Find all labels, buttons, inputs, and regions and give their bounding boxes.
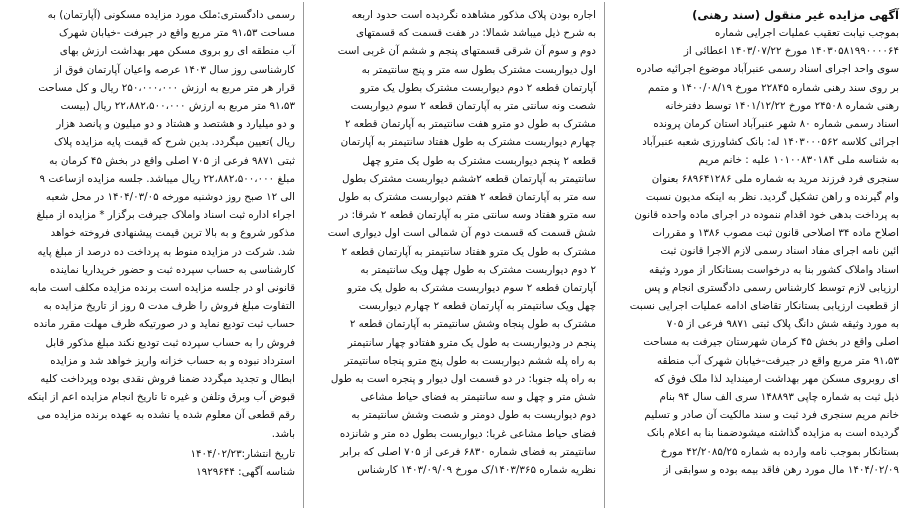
text-line: به پرداخت بدهی خود اقدام ننموده در اجرای ماده واحده قانون bbox=[634, 209, 899, 222]
text-line: شد. شرکت در مزایده منوط به پرداخت ده درصد از مبلغ پایه bbox=[37, 245, 295, 258]
text-line: قبوض آب وبرق وتلفن و غیره تا تاریخ انجام مزایده اعم از اینکه bbox=[27, 391, 295, 404]
notice-column-right bbox=[605, 2, 907, 508]
text-line: اجراء اداره ثبت اسناد واملاک جیرفت برگزار * مزایده از مبلغ bbox=[36, 209, 295, 222]
text-line: چهل ویک سانتیمتر به آپارتمان قطعه ۲ چهارم دیواربست bbox=[358, 300, 596, 313]
text-line: ثبتی ۹۸۷۱ فرعی از ۷۰۵ اصلی واقع در بخش ۴۵ کرمان به bbox=[49, 154, 295, 167]
text-line: آپارتمان قطعه ۲ دوم دیواربست مشترک بطول یک مترو bbox=[360, 81, 596, 94]
text-line: کارشناسی روز سال ۱۴۰۳ عرصه واعیان آپارتمان فوق از bbox=[54, 63, 295, 76]
text-line: پنجم در ودیواربست به طول یک مترو هفتادو چهار سانتیمتر bbox=[347, 336, 596, 349]
text-line: اصلاح ماده ۳۴ اصلاحی قانون ثبت مصوب ۱۳۸۶ و مقررات bbox=[652, 227, 899, 240]
text-line: چهارم دیواربست مشترک به طول هفتاد سانتیمتر به آپارتمان bbox=[340, 136, 596, 149]
text-line: سه مترو هفتاد وسه سانتی متر به آپارتمان قطعه ۲ شرقا: در bbox=[338, 209, 596, 222]
text-line: ابطال و تجدید میگردد ضمنا فروش نقدی بوده وپرداخت کلیه bbox=[40, 373, 295, 386]
text-line: اجرائی کلاسه ۱۴۰۳۰۰۰۵۶۲ له: بانک کشاورزی شعبه عنبرآباد bbox=[642, 136, 899, 149]
text-line: به راه پله جنوبا: در دو قسمت اول دیوار و پنجره است به طول bbox=[330, 373, 596, 386]
text-line: بموجب نیابت تعقیب عملیات اجرایی شماره bbox=[714, 27, 899, 39]
text-line: ارزیابی لازم توسط کارشناس رسمی دادگستری انجام و پس bbox=[644, 281, 899, 294]
text-line: ای روبروی مسکن مهر بهداشت ارمینداید لذا ملک فوق که bbox=[654, 372, 899, 385]
text-line: اسناد واملاک کشور بنا به درخواست بستانکار از مورد وثیقه bbox=[648, 263, 899, 276]
text-line: ۱۴۰۳۰۵۸۱۹۹۰۰۰۰۶۴ مورخ ۱۴۰۳/۰۷/۲۲ اعطائی از bbox=[683, 45, 899, 58]
text-line: رسمی دادگستری:ملک مورد مزایده مسکونی (آپارتمان) به bbox=[47, 9, 295, 21]
text-line: شش متر و چهل و سه سانتیمتر به فضای حیاط مشاعی bbox=[360, 391, 596, 404]
text-line: شصت ونه سانتی متر به آپارتمان قطعه ۲ سوم دیواربست bbox=[350, 100, 596, 113]
notice-column-middle bbox=[303, 2, 605, 508]
text-line: بر روی سند رهنی شماره ۲۲۸۴۵ مورخ ۱۴۰۰/۰۸/۱۹ و متمم bbox=[647, 81, 899, 94]
text-line: اسناد رسمی شماره ۸۰ شهر عنبرآباد استان کرمان پرونده bbox=[653, 118, 899, 131]
text-line: دوم دیواربست به طول دومتر و شصت وشش سانتیمتر به bbox=[351, 409, 596, 422]
text-line: نظریه شماره ۱۴۰۳/۳۶۵/ک مورخ ۱۴۰۳/۰۹/۰۹ کارشناس bbox=[357, 464, 596, 477]
text-line: و دو میلیارد و هشتصد و هشتاد و دو میلیون و پانصد هزار bbox=[56, 118, 295, 131]
text-line: ریال )تعیین میگردد. بدین شرح که قیمت پایه مزایده پلاک bbox=[53, 136, 295, 149]
text-line: سوی واحد اجرای اسناد رسمی عنبرآباد موضوع اجرائیه صادره bbox=[636, 63, 899, 76]
text-line: مشترک به طول یک مترو هفتاد سانتیمتر به آپارتمان قطعه ۲ bbox=[341, 245, 596, 258]
text-line: التفاوت مبلغ فروش را ظرف مدت ۵ روز از تاریخ مزایده به bbox=[43, 300, 295, 313]
text-line: سه متر به آپارتمان قطعه ۲ هفتم دیواربست مشترک به طول bbox=[338, 191, 596, 204]
text-line: باشد. bbox=[271, 427, 295, 440]
text-line: استرداد نبوده و به حساب خزانه واریز خواهد شد و مزایده bbox=[50, 354, 295, 367]
text-line: ۱۴۰۴/۰۲/۰۹ مال مورد رهن فاقد بیمه بوده و سوابقی از bbox=[663, 463, 899, 476]
text-line: حساب ثبت تودیع نماید و در صورتیکه ظرف مهلت مقرر مانده bbox=[33, 318, 295, 331]
text-line: بستانکار بموجب نامه وارده به شماره ۴۲/۲۰۸۵/۲۵ مورخ bbox=[660, 445, 899, 458]
text-line: ذیل ثبت به شماره چاپی ۱۴۸۸۹۳ سری الف سال ۹۴ بنام bbox=[659, 391, 899, 404]
text-line: مذکور شروع و به بالا ترین قیمت پیشنهادی فروخته خواهد bbox=[50, 227, 295, 240]
notice-text-left bbox=[10, 6, 295, 443]
text-line: اجاره بودن پلاک مذکور مشاهده نگردیده است حدود اربعه bbox=[351, 9, 596, 21]
text-line: سنجری فرد فرزند مرید به شماره ملی ۶۸۹۶۴۱۲۸۶ بعنوان bbox=[651, 172, 899, 185]
text-line: ۲ دوم دیواربست مشترک به طول چهل ویک سانتیمتر به bbox=[360, 263, 596, 276]
text-line: از قطعیت ارزیابی بستانکار تقاضای ادامه عملیات اجرایی نسبت bbox=[629, 300, 899, 313]
text-line: ۹۱،۵۳ متر مربع به ارزش ۲۲،۸۸۲،۵۰۰،۰۰۰ ریال (بیست bbox=[60, 100, 295, 113]
notice-footer bbox=[10, 445, 295, 481]
text-line: مبلغ ۲۲،۸۸۲،۵۰۰،۰۰۰ ریال میباشد. جلسه مزایده ازساعت ۹ bbox=[39, 172, 295, 185]
text-line: به شرح ذیل میباشد شمالا: در هفت قسمت که قسمتهای bbox=[355, 27, 596, 40]
text-line: الی ۱۲ صبح روز دوشنبه مورخه ۱۴۰۴/۰۳/۰۵ در محل شعبه bbox=[45, 191, 295, 204]
text-line: قطعه ۲ پنجم دیواربست مشترک به طول یک مترو چهل bbox=[362, 154, 596, 167]
text-line: دوم و سوم آن شرقی قسمتهای پنجم و ششم آن غربی است bbox=[337, 45, 596, 58]
text-line: آپارتمان قطعه ۲ سوم دیواربست مشترک به طول یک مترو bbox=[347, 282, 596, 295]
text-line: سانتیمتر به آپارتمان قطعه ۲ششم دیواربست مشترک بطول bbox=[342, 172, 596, 185]
text-line: ۹۱،۵۳ متر مربع واقع در جیرفت-خیابان شهرک آب منطقه bbox=[657, 354, 899, 367]
text-line: کارشناسی به حساب سپرده ثبت و حضور خریداریا نماینده bbox=[50, 263, 295, 276]
text-line: سانتیمتر به فضای شماره ۶۸۳۰ فرعی از ۷۰۵ اصلی که برابر bbox=[340, 445, 596, 458]
text-line: مشترک به طول پنجاه وشش سانتیمتر به آپارتمان قطعه ۲ bbox=[349, 318, 596, 331]
text-line: خانم مریم سنجری فرد ثبت و سند مالکیت آن صادر و تسلیم bbox=[644, 409, 899, 422]
text-line: رهنی شماره ۲۴۵۰۸ مورخ ۱۴۰۱/۱۲/۲۲ توسط دفترخانه bbox=[665, 99, 899, 112]
text-line: ائین نامه اجرای مفاد اسناد رسمی لازم الاجرا قانون ثبت bbox=[660, 245, 899, 258]
text-line: اول دیواربست مشترک بطول سه متر و پنج سانتیمتر به bbox=[361, 63, 596, 76]
text-line: فروش را به حساب سپرده ثبت تودیع نکند مبلغ مذکور قابل bbox=[45, 336, 295, 349]
text-line: قرار هر متر مربع به ارزش ۲۵۰،۰۰۰،۰۰۰ ریال و کل مساحت bbox=[38, 81, 295, 94]
text-line: گردیده است به مزایده گذاشته میشودضمنا بنا به اعلام بانک bbox=[646, 427, 899, 440]
notice-column-left bbox=[2, 2, 303, 508]
ad-id: شناسه آگهی: ۱۹۲۹۶۴۴ bbox=[196, 465, 295, 478]
text-line: به راه پله ششم دیواربست به طول پنج مترو پنجاه سانتیمتر bbox=[344, 354, 596, 367]
text-line: به مورد وثیقه شش دانگ پلاک ثبتی ۹۸۷۱ فرعی از ۷۰۵ bbox=[666, 318, 899, 331]
text-line: اصلی واقع در بخش ۴۵ کرمان شهرستان جیرفت به مساحت bbox=[643, 336, 899, 349]
text-line: رقم قطعی آن معلوم شده یا نشده به عهده برنده مزایده می bbox=[36, 409, 295, 422]
text-line: قانونی او در جلسه مزایده است برنده مزایده مکلف است مابه bbox=[29, 282, 295, 295]
notice-text-middle bbox=[312, 6, 596, 479]
text-line: آب منطقه ای رو بروی مسکن مهر بهداشت ارزش بهای bbox=[59, 45, 295, 58]
notice-title: آگهی مزایده غیر منقول (سند رهنی) bbox=[692, 8, 899, 22]
text-line: به شناسه ملی ۱۰۱۰۰۸۳۰۱۸۴ علیه : خانم مریم bbox=[698, 154, 899, 167]
text-line: شش قسمت که قسمت دوم آن شمالی است اول دیواری است bbox=[327, 227, 596, 240]
text-line: مساحت ۹۱،۵۳ متر مربع واقع در جیرفت -خیابان شهرک bbox=[59, 27, 295, 40]
publish-date: تاریخ انتشار:۱۴۰۴/۰۲/۲۳ bbox=[190, 447, 295, 460]
text-line: وام گیرنده و راهن تشکیل گردید. نظر به اینکه مدیون نسبت bbox=[645, 190, 899, 203]
auction-notice-page bbox=[2, 2, 907, 508]
text-line: فضای حیاط مشاعی غربا: دیواربست بطول ده متر و شانزده bbox=[339, 427, 596, 440]
text-line: مشترک به طول دو مترو هفت سانتیمتر به آپارتمان قطعه ۲ bbox=[344, 118, 596, 131]
notice-text-right bbox=[613, 24, 899, 479]
